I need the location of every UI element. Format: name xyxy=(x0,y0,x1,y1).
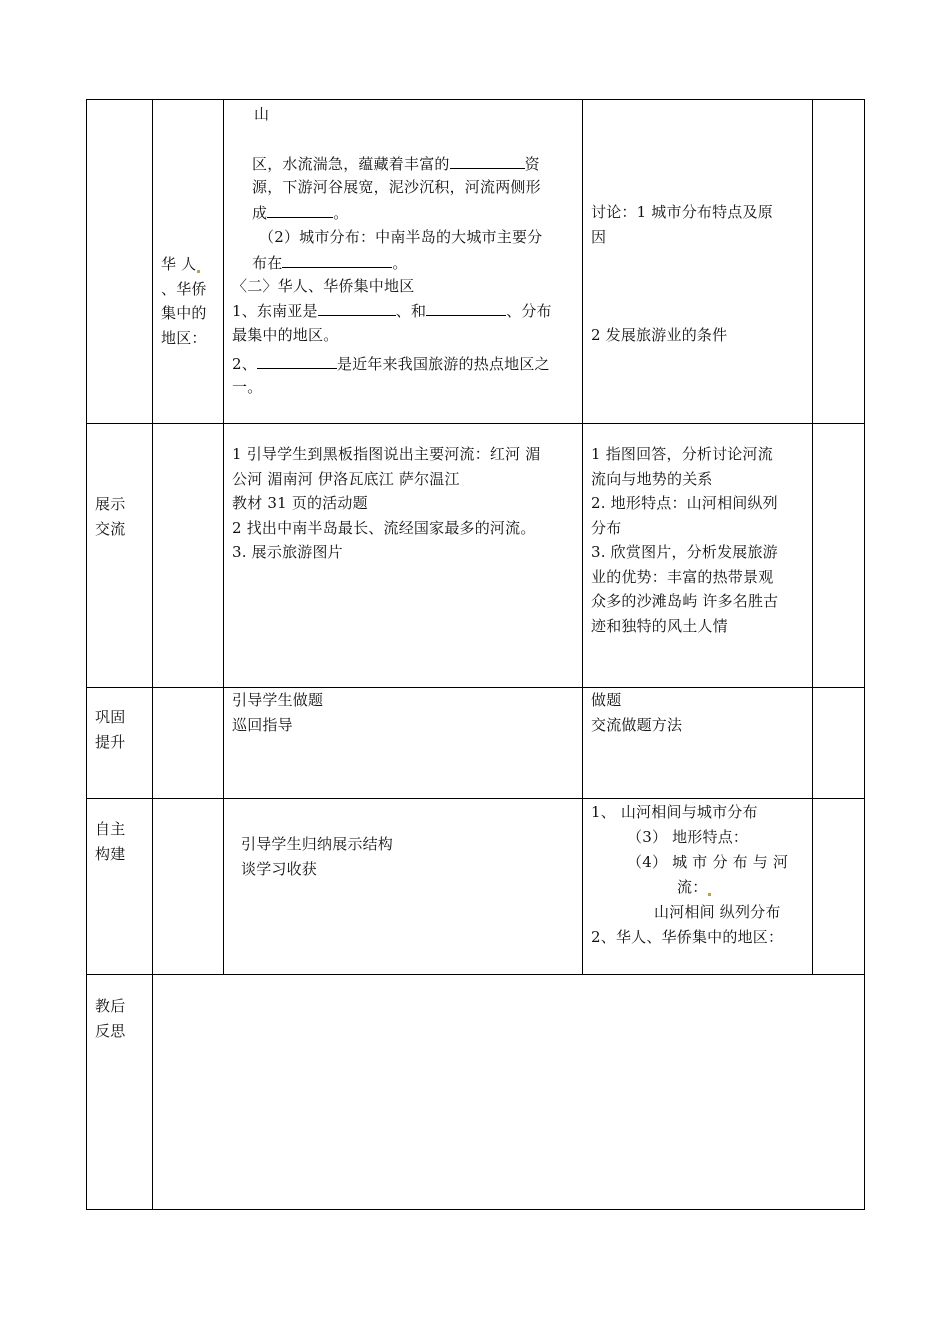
col-divider xyxy=(812,99,813,975)
teacher-line: （2）城市分布：中南半岛的大城市主要分 xyxy=(259,228,543,246)
row-label-line: 反思 xyxy=(95,1021,126,1040)
teacher-line: 教材 31 页的活动题 xyxy=(232,494,368,512)
mark-dot xyxy=(197,270,200,273)
row-label-line: 教后 xyxy=(95,997,126,1015)
col-divider xyxy=(582,99,583,975)
row-label-line: 巩固 xyxy=(95,708,126,726)
fill-blank[interactable] xyxy=(318,298,396,316)
student-line: 讨论：1 城市分布特点及原 xyxy=(591,203,773,221)
row-divider xyxy=(86,798,865,799)
teacher-line: 公河 湄南河 伊洛瓦底江 萨尔温江 xyxy=(232,469,460,488)
table-bottom-border xyxy=(86,1209,865,1210)
fill-blank[interactable] xyxy=(426,298,506,316)
teacher-line: 1、东南亚是 、和 、分布 xyxy=(232,298,552,324)
teacher-line: 3. 展示旅游图片 xyxy=(232,543,343,561)
student-cell xyxy=(591,688,682,737)
row-divider xyxy=(86,687,865,688)
teacher-line: 引导学生归纳展示结构 xyxy=(241,835,394,853)
col-divider xyxy=(223,99,224,975)
sub-label-line: 集中的 xyxy=(161,304,207,322)
table-top-border xyxy=(86,99,865,100)
teacher-line: 区，水流湍急，蕴藏着丰富的 资 xyxy=(252,151,540,177)
teacher-line: 最集中的地区。 xyxy=(232,326,339,344)
student-line: （3） 地形特点： xyxy=(627,828,749,846)
fill-blank[interactable] xyxy=(257,351,337,369)
teacher-line: 1 引导学生到黑板指图说出主要河流：红河 湄 xyxy=(232,445,541,463)
row-label-line: 提升 xyxy=(95,732,126,751)
teacher-cell xyxy=(232,688,323,737)
student-line: 分布 xyxy=(591,518,622,537)
row-label-line: 展示 xyxy=(95,495,126,513)
teacher-line: 成 。 xyxy=(252,200,348,226)
teacher-line: 布在 。 xyxy=(252,250,408,276)
teacher-line: 巡回指导 xyxy=(232,715,293,734)
row-label-line: 构建 xyxy=(95,844,126,863)
student-line: 1 指图回答，分析讨论河流 xyxy=(591,445,773,463)
sub-label-line: 地区： xyxy=(161,328,207,347)
teacher-line: 源，下游河谷展宽，泥沙沉积，河流两侧形 xyxy=(252,178,541,196)
teacher-line: 山 xyxy=(254,105,270,123)
row-label xyxy=(95,994,125,1043)
table-left-border xyxy=(86,99,87,1210)
student-line: 2. 地形特点：山河相间纵列 xyxy=(591,494,778,512)
teacher-cell xyxy=(232,442,540,565)
student-line: 2、华人、华侨集中的地区： xyxy=(591,928,784,946)
student-line: 迹和独特的风土人情 xyxy=(591,616,728,635)
table-right-border xyxy=(864,99,865,1210)
teacher-line: 谈学习收获 xyxy=(241,859,318,878)
student-line: 因 xyxy=(591,228,607,246)
fill-blank[interactable] xyxy=(450,151,525,169)
row-label-line: 自主 xyxy=(95,820,126,838)
teacher-line: 引导学生做题 xyxy=(232,691,324,709)
student-line: 2 发展旅游业的条件 xyxy=(591,326,728,344)
row-divider xyxy=(86,423,865,424)
teacher-line: 2 找出中南半岛最长、流经国家最多的河流。 xyxy=(232,518,536,537)
student-cell xyxy=(591,442,778,638)
row-label xyxy=(95,492,125,541)
fill-blank[interactable] xyxy=(267,200,333,218)
teacher-cell xyxy=(241,832,393,881)
row-label xyxy=(95,705,125,754)
student-line: 1、 山河相间与城市分布 xyxy=(591,803,758,821)
teacher-line: 一。 xyxy=(232,378,263,396)
student-line: 业的优势：丰富的热带景观 xyxy=(591,567,774,586)
student-line: 流： xyxy=(677,875,711,900)
teacher-line: 〈二〉华人、华侨集中地区 xyxy=(232,277,415,295)
mark-dot xyxy=(708,893,711,896)
student-line: 做题 xyxy=(591,691,622,709)
sub-label xyxy=(161,252,217,350)
student-line: （4） 城 市 分 布 与 河 xyxy=(627,853,789,871)
student-line: 众多的沙滩岛屿 许多名胜古 xyxy=(591,592,779,610)
student-line: 流向与地势的关系 xyxy=(591,469,713,488)
student-line: 山河相间 纵列分布 xyxy=(654,903,781,921)
fill-blank[interactable] xyxy=(282,250,392,268)
student-line: 交流做题方法 xyxy=(591,715,683,734)
reflection-area[interactable] xyxy=(153,975,864,1209)
row-label xyxy=(95,817,125,866)
student-line: 3. 欣赏图片，分析发展旅游 xyxy=(591,543,778,561)
teacher-line: 2、 是近年来我国旅游的热点地区之 xyxy=(232,351,550,377)
sub-label-line: 华 人 xyxy=(161,252,217,277)
row-label-line: 交流 xyxy=(95,519,126,538)
sub-label-line: 、华侨 xyxy=(161,279,207,298)
